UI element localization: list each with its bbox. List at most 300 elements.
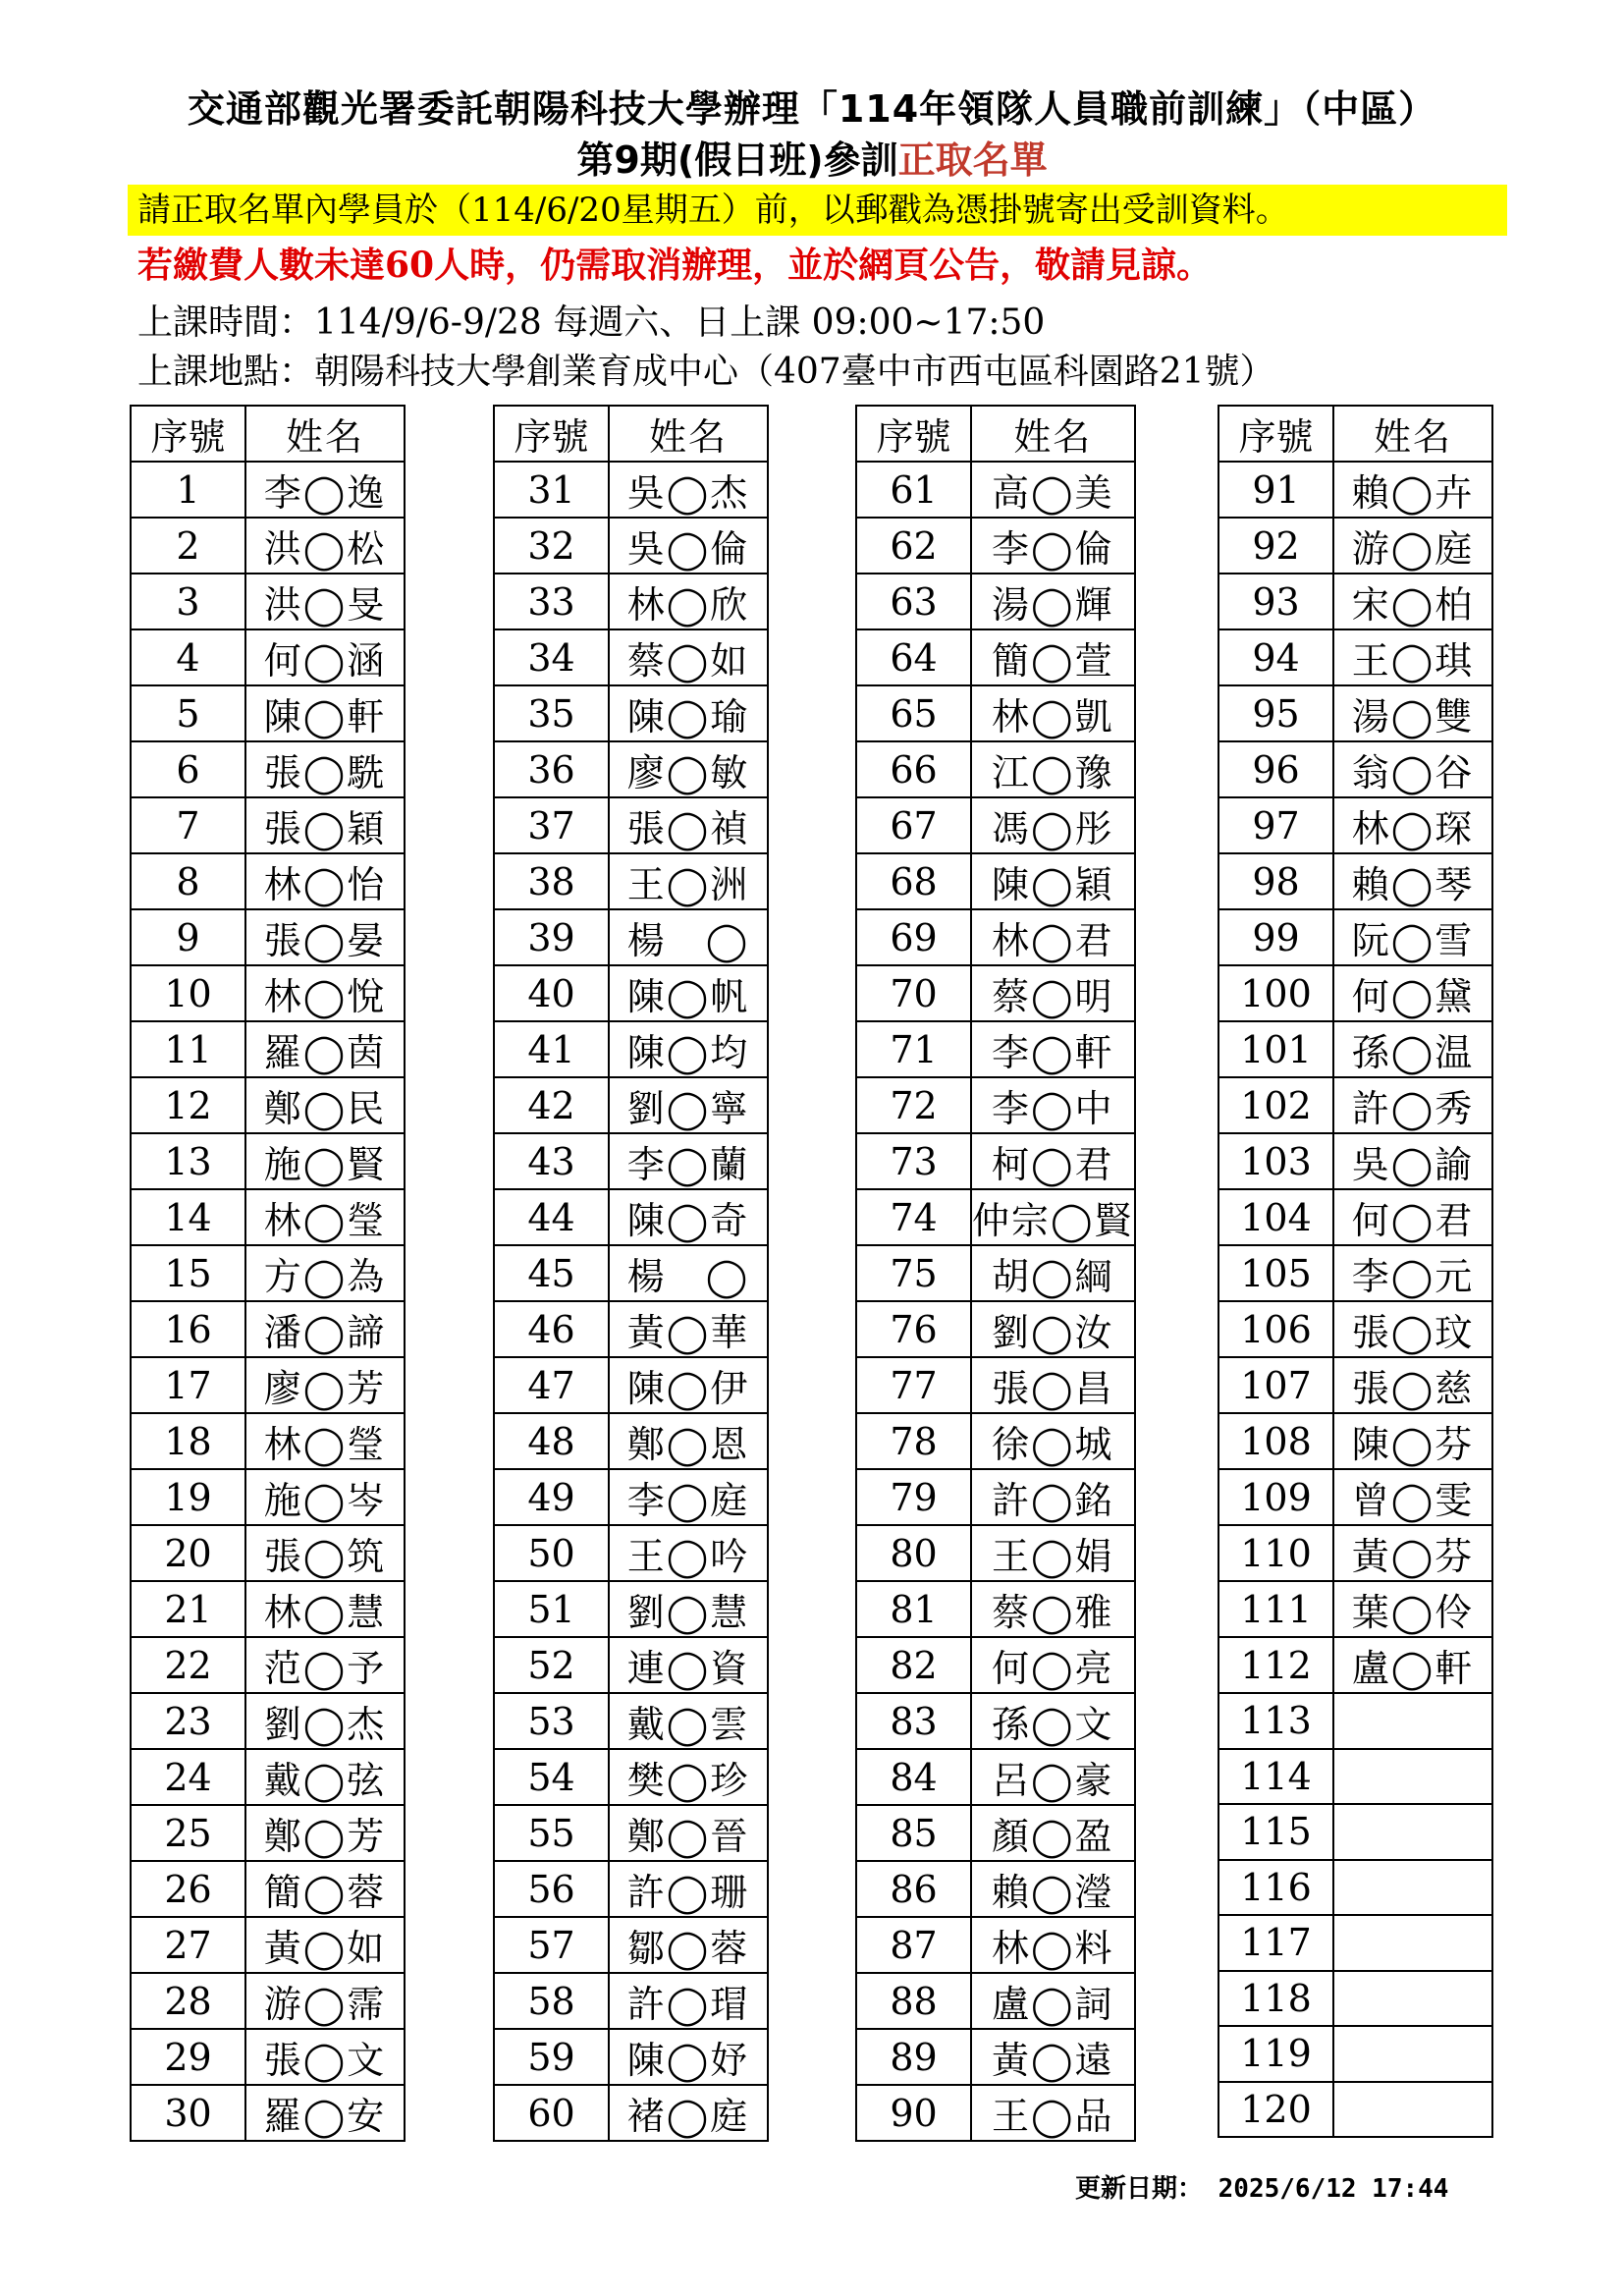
table-row: [1218, 1133, 1492, 1189]
table-row: [856, 1469, 1135, 1525]
row-name: 何◯亮: [971, 1637, 1135, 1693]
table-row: [856, 1581, 1135, 1637]
table-row: [856, 853, 1135, 909]
row-number: 119: [1218, 2026, 1333, 2082]
row-name: 李◯蘭: [609, 1133, 768, 1189]
table-row: [856, 1413, 1135, 1469]
row-number: 79: [856, 1469, 971, 1525]
row-number: 9: [131, 909, 245, 965]
row-name: 施◯賢: [245, 1133, 405, 1189]
table-row: [1218, 1301, 1492, 1357]
table-row: [494, 1581, 768, 1637]
row-name: 李◯倫: [971, 518, 1135, 574]
table-row: [1218, 1971, 1492, 2027]
row-name: 宋◯柏: [1333, 574, 1492, 629]
table-row: [131, 1021, 405, 1077]
table-header-row: [856, 406, 1135, 462]
row-name: [1333, 2026, 1492, 2082]
row-name: 張◯慈: [1333, 1357, 1492, 1413]
row-name: 何◯涵: [245, 629, 405, 685]
row-number: 90: [856, 2085, 971, 2141]
row-name: 吳◯諭: [1333, 1133, 1492, 1189]
row-name: 吳◯倫: [609, 518, 768, 574]
row-name: 張◯晏: [245, 909, 405, 965]
table-row: [131, 1917, 405, 1973]
table-row: [131, 909, 405, 965]
row-name: 陳◯芬: [1333, 1413, 1492, 1469]
table-row: [494, 1301, 768, 1357]
table-row: [856, 1357, 1135, 1413]
table-row: [494, 629, 768, 685]
roster-table-2: [493, 405, 769, 2142]
row-number: 29: [131, 2029, 245, 2085]
table-row: [856, 1749, 1135, 1805]
row-name: [1333, 1749, 1492, 1805]
row-number: 59: [494, 2029, 609, 2085]
row-name: 徐◯城: [971, 1413, 1135, 1469]
header-number: 序號: [494, 406, 609, 462]
row-number: 101: [1218, 1021, 1333, 1077]
table-row: [856, 1917, 1135, 1973]
row-number: 23: [131, 1693, 245, 1749]
row-number: 71: [856, 1021, 971, 1077]
row-number: 15: [131, 1245, 245, 1301]
table-row: [131, 797, 405, 853]
row-number: 7: [131, 797, 245, 853]
row-name: 陳◯妤: [609, 2029, 768, 2085]
row-number: 31: [494, 462, 609, 518]
table-row: [494, 1469, 768, 1525]
row-number: 102: [1218, 1077, 1333, 1133]
table-row: [1218, 1245, 1492, 1301]
row-name: 范◯予: [245, 1637, 405, 1693]
row-number: 73: [856, 1133, 971, 1189]
row-number: 116: [1218, 1860, 1333, 1916]
header-number: 序號: [856, 406, 971, 462]
table-row: [856, 741, 1135, 797]
row-name: 王◯品: [971, 2085, 1135, 2141]
table-row: [1218, 1357, 1492, 1413]
table-row: [1218, 909, 1492, 965]
table-row: [494, 797, 768, 853]
row-name: 賴◯琴: [1333, 853, 1492, 909]
table-row: [494, 1413, 768, 1469]
table-row: [131, 1861, 405, 1917]
row-name: 林◯君: [971, 909, 1135, 965]
table-row: [494, 1861, 768, 1917]
table-row: [494, 1357, 768, 1413]
document-title: 交通部觀光署委託朝陽科技大學辦理「114年領隊人員職前訓練」（中區）: [187, 87, 1437, 131]
table-row: [856, 965, 1135, 1021]
row-number: 55: [494, 1805, 609, 1861]
row-number: 98: [1218, 853, 1333, 909]
row-number: 86: [856, 1861, 971, 1917]
row-number: 16: [131, 1301, 245, 1357]
row-number: 89: [856, 2029, 971, 2085]
table-row: [494, 462, 768, 518]
table-row: [494, 1133, 768, 1189]
row-name: 褚◯庭: [609, 2085, 768, 2141]
table-row: [131, 1973, 405, 2029]
row-number: 108: [1218, 1413, 1333, 1469]
row-number: 46: [494, 1301, 609, 1357]
row-name: 游◯庭: [1333, 518, 1492, 574]
table-row: [131, 1301, 405, 1357]
row-name: 潘◯諦: [245, 1301, 405, 1357]
row-number: 35: [494, 685, 609, 741]
row-name: [1333, 2082, 1492, 2138]
row-number: 84: [856, 1749, 971, 1805]
table-row: [856, 1525, 1135, 1581]
roster-table-4: [1218, 405, 1493, 2138]
table-header-row: [494, 406, 768, 462]
header-number: 序號: [1218, 406, 1333, 462]
table-row: [1218, 518, 1492, 574]
cancellation-warning: 若繳費人數未達60人時，仍需取消辦理，並於網頁公告，敬請見諒。: [137, 245, 1213, 286]
table-row: [856, 574, 1135, 629]
row-number: 2: [131, 518, 245, 574]
table-row: [1218, 685, 1492, 741]
row-number: 111: [1218, 1581, 1333, 1637]
table-row: [1218, 2026, 1492, 2082]
row-name: 何◯黛: [1333, 965, 1492, 1021]
row-number: 120: [1218, 2082, 1333, 2138]
row-name: 楊 ◯: [609, 1245, 768, 1301]
table-row: [494, 1805, 768, 1861]
row-name: 賴◯瀅: [971, 1861, 1135, 1917]
row-name: 鄭◯芳: [245, 1805, 405, 1861]
class-time: 上課時間：114/9/6-9/28 每週六、日上課 09:00~17:50: [137, 302, 1046, 343]
roster-table-3: [855, 405, 1136, 2142]
table-row: [856, 1301, 1135, 1357]
table-row: [494, 1021, 768, 1077]
row-number: 85: [856, 1805, 971, 1861]
table-row: [1218, 629, 1492, 685]
table-row: [494, 685, 768, 741]
row-number: 19: [131, 1469, 245, 1525]
row-number: 69: [856, 909, 971, 965]
row-name: 陳◯穎: [971, 853, 1135, 909]
row-number: 68: [856, 853, 971, 909]
table-row: [131, 853, 405, 909]
table-row: [856, 1637, 1135, 1693]
table-row: [494, 1189, 768, 1245]
table-row: [1218, 1637, 1492, 1693]
row-number: 14: [131, 1189, 245, 1245]
table-row: [856, 1693, 1135, 1749]
table-row: [494, 574, 768, 629]
table-row: [1218, 1413, 1492, 1469]
row-number: 94: [1218, 629, 1333, 685]
table-row: [856, 1245, 1135, 1301]
table-row: [856, 797, 1135, 853]
table-row: [1218, 574, 1492, 629]
row-name: 鄭◯民: [245, 1077, 405, 1133]
row-name: 江◯豫: [971, 741, 1135, 797]
table-row: [1218, 797, 1492, 853]
row-name: 陳◯瑜: [609, 685, 768, 741]
row-name: 何◯君: [1333, 1189, 1492, 1245]
row-number: 28: [131, 1973, 245, 2029]
row-number: 53: [494, 1693, 609, 1749]
row-name: 張◯玟: [1333, 1301, 1492, 1357]
row-name: 曾◯雯: [1333, 1469, 1492, 1525]
class-location: 上課地點：朝陽科技大學創業育成中心（407臺中市西屯區科園路21號）: [137, 352, 1275, 392]
row-name: 方◯為: [245, 1245, 405, 1301]
row-name: 林◯慧: [245, 1581, 405, 1637]
row-name: 盧◯軒: [1333, 1637, 1492, 1693]
row-number: 92: [1218, 518, 1333, 574]
table-row: [856, 1861, 1135, 1917]
row-number: 26: [131, 1861, 245, 1917]
table-row: [494, 1525, 768, 1581]
row-name: 羅◯茵: [245, 1021, 405, 1077]
row-name: 仲宗◯賢: [971, 1189, 1135, 1245]
row-number: 5: [131, 685, 245, 741]
row-number: 112: [1218, 1637, 1333, 1693]
row-number: 109: [1218, 1469, 1333, 1525]
table-row: [856, 1189, 1135, 1245]
row-name: 蔡◯如: [609, 629, 768, 685]
row-number: 33: [494, 574, 609, 629]
table-row: [494, 965, 768, 1021]
row-name: 廖◯敏: [609, 741, 768, 797]
row-name: 王◯洲: [609, 853, 768, 909]
table-row: [856, 685, 1135, 741]
table-row: [494, 1077, 768, 1133]
row-name: 李◯中: [971, 1077, 1135, 1133]
table-row: [1218, 1469, 1492, 1525]
row-name: 許◯瑁: [609, 1973, 768, 2029]
table-row: [494, 741, 768, 797]
table-row: [1218, 1581, 1492, 1637]
row-name: 阮◯雪: [1333, 909, 1492, 965]
row-name: 游◯霈: [245, 1973, 405, 2029]
row-number: 24: [131, 1749, 245, 1805]
table-row: [131, 1525, 405, 1581]
table-row: [131, 1581, 405, 1637]
row-number: 76: [856, 1301, 971, 1357]
table-row: [494, 1749, 768, 1805]
row-name: 羅◯安: [245, 2085, 405, 2141]
row-name: 簡◯萱: [971, 629, 1135, 685]
row-number: 38: [494, 853, 609, 909]
row-name: 黃◯遠: [971, 2029, 1135, 2085]
row-number: 91: [1218, 462, 1333, 518]
table-row: [131, 1413, 405, 1469]
row-number: 57: [494, 1917, 609, 1973]
row-number: 62: [856, 518, 971, 574]
row-name: 劉◯寧: [609, 1077, 768, 1133]
row-number: 118: [1218, 1971, 1333, 2027]
row-number: 93: [1218, 574, 1333, 629]
row-name: 李◯軒: [971, 1021, 1135, 1077]
table-row: [1218, 462, 1492, 518]
table-row: [1218, 1693, 1492, 1749]
row-number: 67: [856, 797, 971, 853]
row-name: 賴◯卉: [1333, 462, 1492, 518]
table-row: [1218, 1189, 1492, 1245]
row-name: 樊◯珍: [609, 1749, 768, 1805]
row-number: 18: [131, 1413, 245, 1469]
row-number: 78: [856, 1413, 971, 1469]
row-name: 張◯筑: [245, 1525, 405, 1581]
row-name: 李◯庭: [609, 1469, 768, 1525]
row-name: 劉◯杰: [245, 1693, 405, 1749]
table-row: [131, 1245, 405, 1301]
row-number: 113: [1218, 1693, 1333, 1749]
table-row: [131, 1805, 405, 1861]
row-number: 65: [856, 685, 971, 741]
table-row: [131, 1637, 405, 1693]
row-name: 陳◯軒: [245, 685, 405, 741]
row-name: 劉◯慧: [609, 1581, 768, 1637]
table-row: [131, 1469, 405, 1525]
row-number: 88: [856, 1973, 971, 2029]
row-name: 馮◯彤: [971, 797, 1135, 853]
row-name: 王◯娟: [971, 1525, 1135, 1581]
row-number: 20: [131, 1525, 245, 1581]
row-name: 連◯資: [609, 1637, 768, 1693]
row-name: [1333, 1693, 1492, 1749]
row-number: 37: [494, 797, 609, 853]
table-row: [131, 1693, 405, 1749]
row-name: 王◯吟: [609, 1525, 768, 1581]
row-number: 11: [131, 1021, 245, 1077]
row-number: 6: [131, 741, 245, 797]
row-number: 103: [1218, 1133, 1333, 1189]
row-name: 張◯文: [245, 2029, 405, 2085]
row-number: 52: [494, 1637, 609, 1693]
table-row: [131, 1077, 405, 1133]
table-row: [494, 1693, 768, 1749]
row-number: 117: [1218, 1915, 1333, 1971]
row-number: 115: [1218, 1804, 1333, 1860]
table-row: [856, 2029, 1135, 2085]
table-row: [131, 1357, 405, 1413]
row-number: 56: [494, 1861, 609, 1917]
row-name: [1333, 1915, 1492, 1971]
row-number: 104: [1218, 1189, 1333, 1245]
row-name: 張◯穎: [245, 797, 405, 853]
row-number: 22: [131, 1637, 245, 1693]
row-name: 吳◯杰: [609, 462, 768, 518]
header-name: 姓名: [971, 406, 1135, 462]
table-row: [1218, 1525, 1492, 1581]
table-row: [131, 1133, 405, 1189]
row-name: 廖◯芳: [245, 1357, 405, 1413]
table-row: [131, 1749, 405, 1805]
row-name: 蔡◯雅: [971, 1581, 1135, 1637]
row-name: 張◯駪: [245, 741, 405, 797]
table-row: [494, 1973, 768, 2029]
row-number: 107: [1218, 1357, 1333, 1413]
row-name: 鄒◯蓉: [609, 1917, 768, 1973]
row-number: 41: [494, 1021, 609, 1077]
row-name: 柯◯君: [971, 1133, 1135, 1189]
table-row: [494, 1245, 768, 1301]
table-row: [494, 909, 768, 965]
row-name: 林◯琛: [1333, 797, 1492, 853]
row-name: 陳◯帆: [609, 965, 768, 1021]
table-row: [1218, 2082, 1492, 2138]
row-number: 4: [131, 629, 245, 685]
table-row: [1218, 1749, 1492, 1805]
row-number: 10: [131, 965, 245, 1021]
row-number: 96: [1218, 741, 1333, 797]
table-row: [856, 1133, 1135, 1189]
row-number: 58: [494, 1973, 609, 2029]
row-number: 3: [131, 574, 245, 629]
row-name: 林◯怡: [245, 853, 405, 909]
table-row: [131, 2085, 405, 2141]
row-number: 105: [1218, 1245, 1333, 1301]
row-name: 林◯悅: [245, 965, 405, 1021]
table-row: [494, 1637, 768, 1693]
row-number: 110: [1218, 1525, 1333, 1581]
update-date: 更新日期： 2025/6/12 17:44: [1075, 2174, 1449, 2204]
row-number: 40: [494, 965, 609, 1021]
row-number: 39: [494, 909, 609, 965]
table-header-row: [1218, 406, 1492, 462]
row-name: 許◯秀: [1333, 1077, 1492, 1133]
row-name: 劉◯汝: [971, 1301, 1135, 1357]
row-number: 82: [856, 1637, 971, 1693]
header-name: 姓名: [1333, 406, 1492, 462]
header-name: 姓名: [245, 406, 405, 462]
row-name: [1333, 1804, 1492, 1860]
row-name: 戴◯弦: [245, 1749, 405, 1805]
deadline-notice: 請正取名單內學員於（114/6/20星期五）前，以郵戳為憑掛號寄出受訓資料。: [128, 185, 1507, 236]
row-number: 17: [131, 1357, 245, 1413]
row-name: 胡◯綱: [971, 1245, 1135, 1301]
row-name: 孫◯文: [971, 1693, 1135, 1749]
row-name: 戴◯雲: [609, 1693, 768, 1749]
row-name: 李◯元: [1333, 1245, 1492, 1301]
row-number: 83: [856, 1693, 971, 1749]
row-number: 75: [856, 1245, 971, 1301]
row-number: 54: [494, 1749, 609, 1805]
table-row: [1218, 1860, 1492, 1916]
row-number: 72: [856, 1077, 971, 1133]
row-number: 74: [856, 1189, 971, 1245]
row-number: 114: [1218, 1749, 1333, 1805]
roster-table-1: [130, 405, 406, 2142]
header-name: 姓名: [609, 406, 768, 462]
table-row: [131, 518, 405, 574]
row-name: 陳◯均: [609, 1021, 768, 1077]
table-row: [856, 1077, 1135, 1133]
row-number: 49: [494, 1469, 609, 1525]
row-name: 鄭◯恩: [609, 1413, 768, 1469]
table-row: [856, 462, 1135, 518]
table-row: [856, 629, 1135, 685]
row-number: 27: [131, 1917, 245, 1973]
row-number: 51: [494, 1581, 609, 1637]
row-name: 張◯禎: [609, 797, 768, 853]
row-name: 湯◯輝: [971, 574, 1135, 629]
row-number: 42: [494, 1077, 609, 1133]
row-number: 100: [1218, 965, 1333, 1021]
table-row: [1218, 965, 1492, 1021]
table-row: [856, 1021, 1135, 1077]
row-name: 洪◯旻: [245, 574, 405, 629]
row-name: 林◯瑩: [245, 1189, 405, 1245]
row-number: 13: [131, 1133, 245, 1189]
row-name: 顏◯盈: [971, 1805, 1135, 1861]
table-row: [131, 462, 405, 518]
table-row: [1218, 853, 1492, 909]
